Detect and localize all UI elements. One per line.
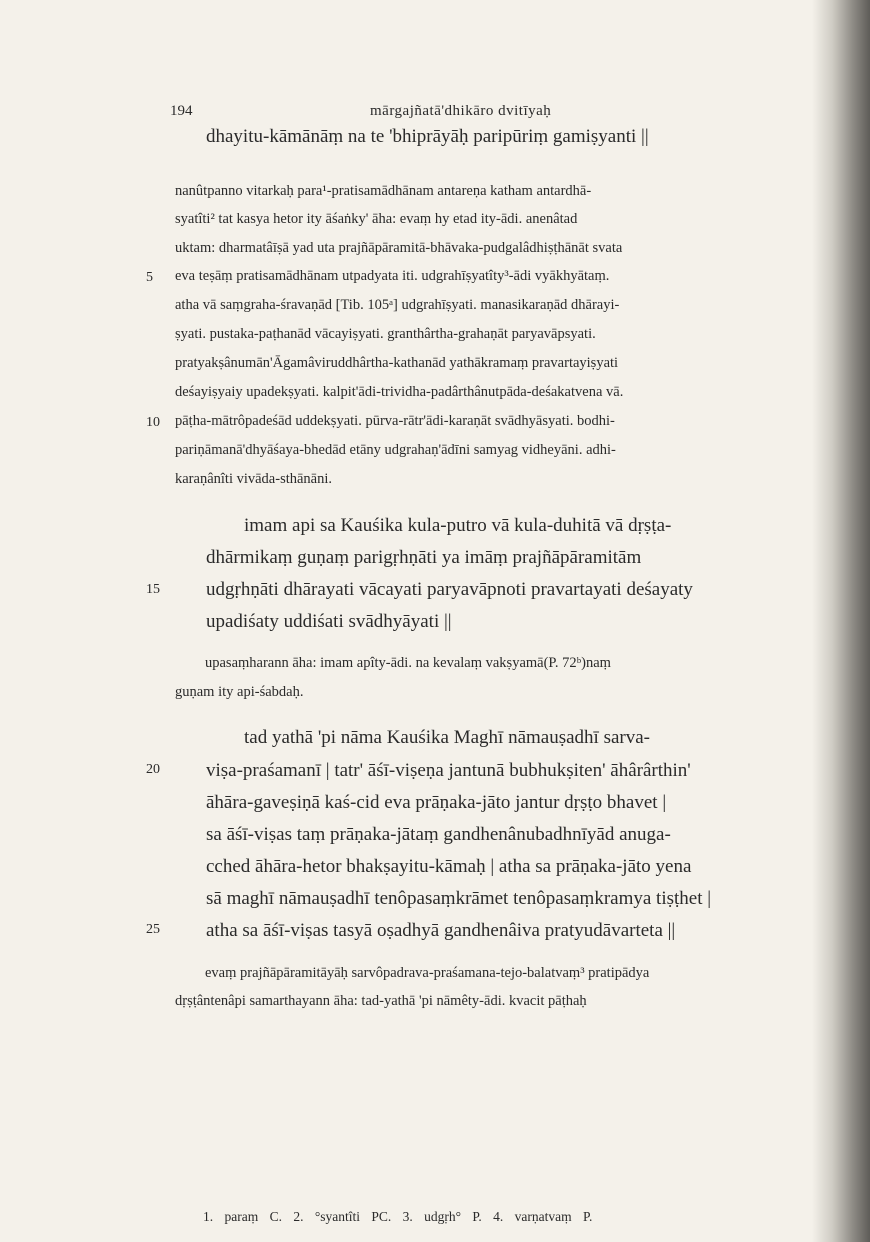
text-line: pāṭha-mātrôpadeśād uddekṣyati. pūrva-rātr'ādi-karaṇāt svādhyāsyati. bodhi-: [175, 413, 615, 429]
text-line: pratyakṣânumān'Āgamâviruddhârtha-kathanād yathākramaṃ pravartayiṣyati: [175, 355, 619, 371]
text-line: atha vā saṃgraha-śravaṇād [Tib. 105ᵃ] udgrahīṣyati. manasikaraṇād dhārayi-: [175, 297, 620, 313]
text-line: deśayiṣyaiy upadekṣyati. kalpit'ādi-trividha-padârthânutpāda-deśakatvena vā.: [175, 384, 624, 400]
text-line: āhāra-gaveṣiṇā kaś-cid eva prāṇaka-jāto jantur dṛṣṭo bhavet |: [206, 792, 667, 813]
text-line: evaṃ prajñāpāramitāyāḥ sarvôpadrava-praśamana-tejo-balatvaṃ³ pratipādya: [205, 965, 650, 981]
text-line: uktam: dharmatâīṣā yad uta prajñāpāramitā-bhāvaka-pudgalâdhiṣṭhānāt svata: [175, 240, 623, 256]
text-line: tad yathā 'pi nāma Kauśika Maghī nāmauṣadhī sarva-: [244, 727, 650, 748]
line-number: 5: [146, 270, 153, 285]
text-line: nanûtpanno vitarkaḥ para¹-pratisamādhānam antareṇa katham antardhā-: [175, 183, 592, 199]
text-line: karaṇânîti vivāda-sthānāni.: [175, 471, 333, 487]
running-header: mārgajñatā'dhikāro dvitīyaḥ: [370, 103, 552, 119]
text-line: syatîti² tat kasya hetor ity āśaṅky' āha: evaṃ hy etad ity-ādi. anenâtad: [175, 211, 578, 227]
text-line: imam api sa Kauśika kula-putro vā kula-duhitā vā dṛṣṭa-: [244, 515, 672, 536]
text-line: ṣyati. pustaka-paṭhanād vācayiṣyati. granthârtha-grahaṇāt paryavāpsyati.: [175, 326, 596, 342]
text-line: sa āśī-viṣas taṃ prāṇaka-jātaṃ gandhenânubadhnīyād anuga-: [206, 824, 671, 845]
text-line: viṣa-praśamanī | tatr' āśī-viṣeṇa jantunā bubhukṣiten' āhârârthin': [206, 760, 691, 781]
line-number: 15: [146, 582, 160, 597]
text-line: dṛṣṭântenâpi samarthayann āha: tad-yathā 'pi nāmêty-ādi. kvacit pāṭhaḥ: [175, 993, 587, 1009]
text-line: guṇam ity api-śabdaḥ.: [175, 684, 304, 700]
line-number: 10: [146, 415, 160, 430]
text-line: sā maghī nāmauṣadhī tenôpasaṃkrāmet tenôpasaṃkramya tiṣṭhet |: [206, 888, 712, 909]
text-line: upadiśaty uddiśati svādhyāyati ||: [206, 611, 452, 632]
text-line: udgṛhṇāti dhārayati vācayati paryavāpnoti pravartayati deśayaty: [206, 579, 693, 600]
text-line: dhārmikaṃ guṇaṃ parigṛhṇāti ya imāṃ prajñāpāramitām: [206, 547, 642, 568]
line-number: 20: [146, 762, 160, 777]
line-number: 25: [146, 922, 160, 937]
footnotes: 1. paraṃ C. 2. °syantîti PC. 3. udgṛh° P. 4. varṇatvaṃ P.: [203, 1209, 593, 1224]
text-line: cched āhāra-hetor bhakṣayitu-kāmaḥ | atha sa prāṇaka-jāto yena: [206, 856, 692, 877]
text-line: eva teṣāṃ pratisamādhānam utpadyata iti. udgrahīṣyatîty³-ādi vyākhyātaṃ.: [175, 268, 610, 284]
page-number: 194: [170, 103, 193, 119]
text-line: pariṇāmanā'dhyāśaya-bhedād etāny udgrahaṇ'ādīni samyag vidheyāni. adhi-: [175, 442, 616, 458]
text-line: atha sa āśī-viṣas tasyā oṣadhyā gandhenâiva pratyudāvarteta ||: [206, 920, 676, 941]
text-line: upasaṃharann āha: imam apîty-ādi. na kevalaṃ vakṣyamā(P. 72ᵇ)naṃ: [205, 655, 611, 671]
page-binding-shadow: [812, 0, 870, 1242]
text-line: dhayitu-kāmānāṃ na te 'bhiprāyāḥ paripūriṃ gamiṣyanti ||: [206, 126, 649, 147]
